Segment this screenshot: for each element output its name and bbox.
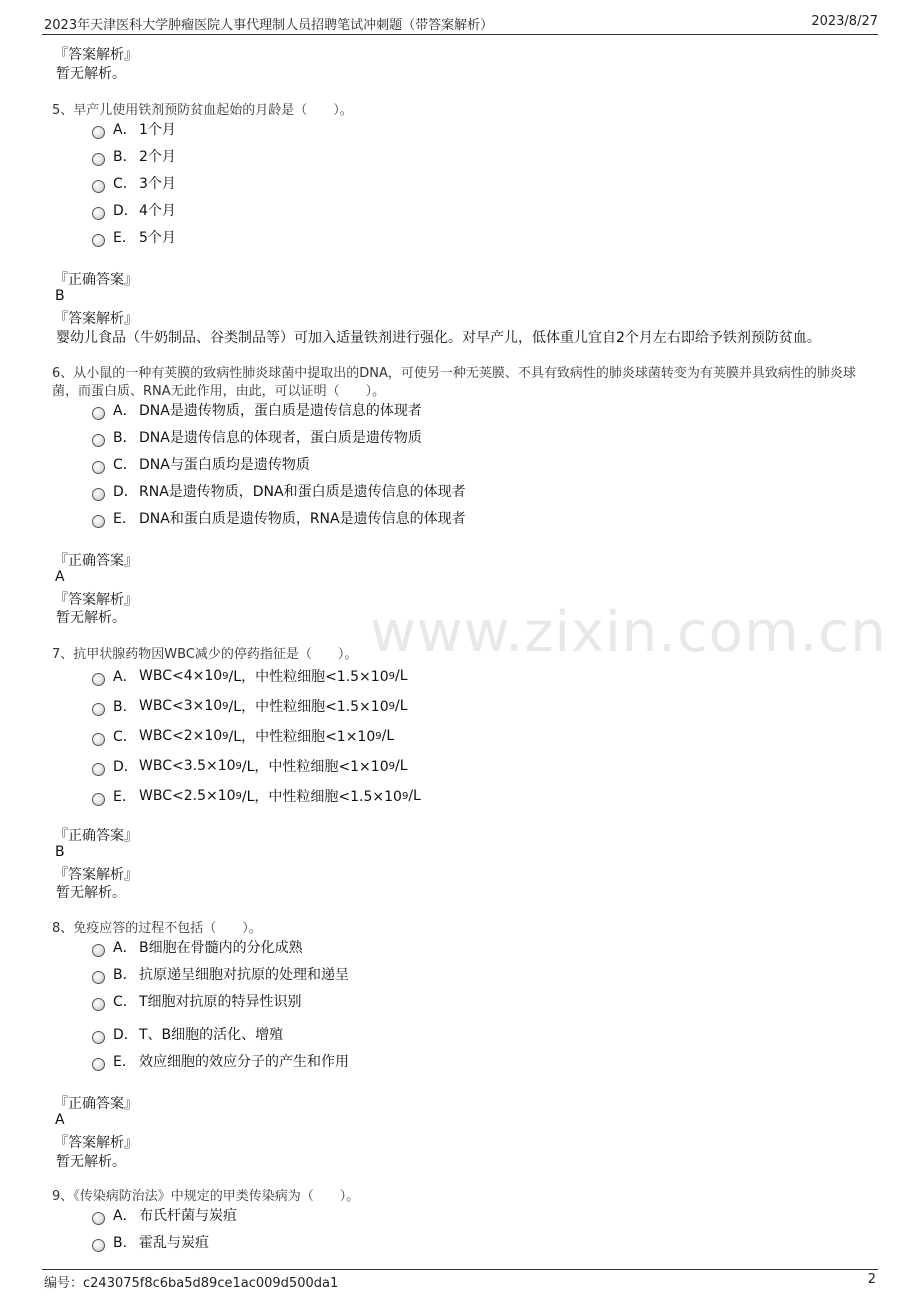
- q6-option-a[interactable]: A． DNA是遗传物质，蛋白质是遗传信息的体现者: [92, 401, 422, 419]
- analysis-label: 『答案解析』: [54, 867, 138, 883]
- answer-value: A: [55, 1112, 65, 1128]
- radio-icon[interactable]: [92, 1031, 105, 1044]
- radio-icon[interactable]: [92, 126, 105, 139]
- analysis-label: 『答案解析』: [54, 47, 138, 63]
- radio-icon[interactable]: [92, 488, 105, 501]
- radio-icon[interactable]: [92, 971, 105, 984]
- q9-option-b[interactable]: B． 霍乱与炭疽: [92, 1233, 209, 1251]
- q6-option-d[interactable]: D． RNA是遗传物质，DNA和蛋白质是遗传信息的体现者: [92, 482, 466, 500]
- question-8-stem: 8、免疫应答的过程不包括（ ）。: [52, 921, 262, 936]
- answer-label: 『正确答案』: [54, 553, 138, 569]
- radio-icon[interactable]: [92, 763, 105, 776]
- question-6-stem: 6、从小鼠的一种有荚膜的致病性肺炎球菌中提取出的DNA，可使另一种无荚膜、不具有致病性的肺炎球菌转变为有荚膜并具致病性的肺炎球: [52, 366, 856, 381]
- radio-icon[interactable]: [92, 1058, 105, 1071]
- radio-icon[interactable]: [92, 407, 105, 420]
- analysis-text: 暂无解析。: [56, 610, 126, 626]
- q8-option-c[interactable]: C． T细胞对抗原的特异性识别: [92, 992, 302, 1010]
- document-title: 2023年天津医科大学肿瘤医院人事代理制人员招聘笔试冲刺题（带答案解析）: [44, 18, 494, 33]
- answer-label: 『正确答案』: [54, 828, 138, 844]
- q8-option-a[interactable]: A． B细胞在骨髓内的分化成熟: [92, 938, 303, 956]
- q7-option-a[interactable]: A． WBC<4×10 9 /L，中性粒细胞<1.5×10 9 /L: [92, 667, 408, 685]
- q9-option-a[interactable]: A． 布氏杆菌与炭疽: [92, 1206, 237, 1224]
- q8-option-b[interactable]: B． 抗原递呈细胞对抗原的处理和递呈: [92, 965, 349, 983]
- question-7-stem: 7、抗甲状腺药物因WBC减少的停药指征是（ ）。: [52, 647, 358, 662]
- analysis-text: 暂无解析。: [56, 66, 126, 82]
- radio-icon[interactable]: [92, 434, 105, 447]
- radio-icon[interactable]: [92, 1239, 105, 1252]
- answer-label: 『正确答案』: [54, 1096, 138, 1112]
- q7-option-c[interactable]: C． WBC<2×10 9 /L，中性粒细胞<1×10 9 /L: [92, 727, 394, 745]
- page-number: 2: [867, 1272, 876, 1287]
- q6-option-b[interactable]: B． DNA是遗传信息的体现者，蛋白质是遗传物质: [92, 428, 422, 446]
- q5-option-e[interactable]: E． 5个月: [92, 228, 176, 246]
- q6-option-e[interactable]: E． DNA和蛋白质是遗传物质，RNA是遗传信息的体现者: [92, 509, 466, 527]
- q5-option-c[interactable]: C． 3个月: [92, 174, 176, 192]
- watermark: www.zixin.com.cn: [370, 600, 887, 665]
- document-id: 编号：c243075f8c6ba5d89ce1ac009d500da1: [44, 1276, 339, 1291]
- q7-option-e[interactable]: E． WBC<2.5×10 9 /L，中性粒细胞<1.5×10 9 /L: [92, 787, 421, 805]
- header-divider: [42, 34, 878, 35]
- question-5-stem: 5、早产儿使用铁剂预防贫血起始的月龄是（ ）。: [52, 103, 353, 118]
- radio-icon[interactable]: [92, 207, 105, 220]
- q8-option-d[interactable]: D． T、B细胞的活化、增殖: [92, 1025, 283, 1043]
- radio-icon[interactable]: [92, 1212, 105, 1225]
- radio-icon[interactable]: [92, 153, 105, 166]
- analysis-text: 暂无解析。: [56, 1154, 126, 1170]
- q5-option-a[interactable]: A． 1个月: [92, 120, 176, 138]
- radio-icon[interactable]: [92, 180, 105, 193]
- radio-icon[interactable]: [92, 703, 105, 716]
- q7-option-d[interactable]: D． WBC<3.5×10 9 /L，中性粒细胞<1×10 9 /L: [92, 757, 408, 775]
- radio-icon[interactable]: [92, 234, 105, 247]
- question-6-stem-cont: 菌，而蛋白质、RNA无此作用，由此，可以证明（ ）。: [52, 384, 386, 399]
- analysis-label: 『答案解析』: [54, 311, 138, 327]
- footer-divider: [42, 1269, 878, 1270]
- q5-option-b[interactable]: B． 2个月: [92, 147, 176, 165]
- radio-icon[interactable]: [92, 998, 105, 1011]
- answer-label: 『正确答案』: [54, 272, 138, 288]
- q8-option-e[interactable]: E． 效应细胞的效应分子的产生和作用: [92, 1052, 349, 1070]
- analysis-label: 『答案解析』: [54, 1135, 138, 1151]
- q5-option-d[interactable]: D． 4个月: [92, 201, 176, 219]
- radio-icon[interactable]: [92, 673, 105, 686]
- answer-value: B: [55, 844, 65, 860]
- question-9-stem: 9、《传染病防治法》中规定的甲类传染病为（ ）。: [52, 1189, 360, 1204]
- radio-icon[interactable]: [92, 733, 105, 746]
- radio-icon[interactable]: [92, 461, 105, 474]
- radio-icon[interactable]: [92, 944, 105, 957]
- answer-value: A: [55, 569, 65, 585]
- radio-icon[interactable]: [92, 515, 105, 528]
- document-date: 2023/8/27: [811, 14, 878, 29]
- answer-value: B: [55, 288, 65, 304]
- analysis-label: 『答案解析』: [54, 592, 138, 608]
- analysis-text: 婴幼儿食品（牛奶制品、谷类制品等）可加入适量铁剂进行强化。对早产儿，低体重儿宜自2个月左右即给予铁剂预防贫血。: [56, 330, 821, 346]
- radio-icon[interactable]: [92, 793, 105, 806]
- analysis-text: 暂无解析。: [56, 885, 126, 901]
- q6-option-c[interactable]: C． DNA与蛋白质均是遗传物质: [92, 455, 310, 473]
- q7-option-b[interactable]: B． WBC<3×10 9 /L，中性粒细胞<1.5×10 9 /L: [92, 697, 408, 715]
